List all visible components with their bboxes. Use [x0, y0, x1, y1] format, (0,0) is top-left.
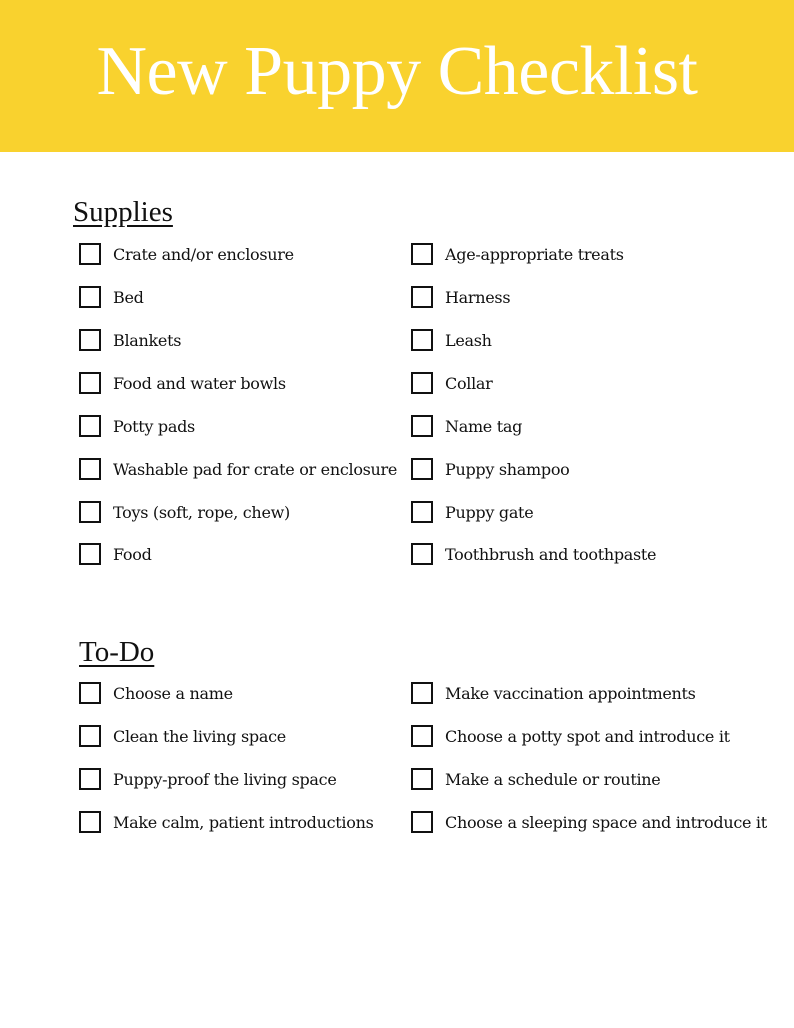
item-label: Washable pad for crate or enclosure: [113, 459, 398, 479]
checkbox[interactable]: [79, 458, 101, 480]
checklist-item[interactable]: [411, 725, 730, 747]
checkbox[interactable]: [79, 372, 101, 394]
checklist-item[interactable]: [79, 501, 290, 523]
item-label: Collar: [445, 373, 493, 393]
supplies-heading: Supplies: [73, 196, 173, 228]
checklist-item[interactable]: [79, 458, 397, 480]
checklist-item[interactable]: [411, 286, 510, 308]
item-label: Choose a potty spot and introduce it: [445, 726, 730, 746]
checkbox[interactable]: [411, 543, 433, 565]
checkbox[interactable]: [411, 458, 433, 480]
checklist-item[interactable]: [411, 243, 624, 265]
checklist-item[interactable]: [79, 243, 294, 265]
checklist-item[interactable]: [79, 329, 181, 351]
checklist-item[interactable]: [411, 768, 660, 790]
checkbox[interactable]: [411, 682, 433, 704]
checklist-item[interactable]: [411, 811, 767, 833]
checkbox[interactable]: [79, 811, 101, 833]
item-label: Puppy-proof the living space: [113, 769, 337, 789]
item-label: Bed: [113, 287, 144, 307]
checklist-item[interactable]: [79, 682, 233, 704]
checkbox[interactable]: [79, 682, 101, 704]
checkbox[interactable]: [411, 811, 433, 833]
checklist-item[interactable]: [411, 458, 570, 480]
checklist-item[interactable]: [411, 682, 696, 704]
checkbox[interactable]: [79, 286, 101, 308]
item-label: Blankets: [113, 330, 182, 350]
item-label: Choose a name: [113, 683, 233, 703]
item-label: Harness: [445, 287, 511, 307]
item-label: Make calm, patient introductions: [113, 812, 374, 832]
checklist-item[interactable]: [411, 543, 656, 565]
checkbox[interactable]: [79, 329, 101, 351]
checklist-item[interactable]: [79, 543, 152, 565]
checkbox[interactable]: [411, 501, 433, 523]
item-label: Puppy shampoo: [445, 459, 570, 479]
todo-heading: To-Do: [79, 636, 155, 668]
title-banner: [0, 0, 794, 152]
checklist-item[interactable]: [411, 415, 522, 437]
item-label: Age-appropriate treats: [445, 244, 624, 264]
item-label: Make a schedule or routine: [445, 769, 661, 789]
checkbox[interactable]: [411, 415, 433, 437]
checkbox[interactable]: [79, 501, 101, 523]
checklist-item[interactable]: [411, 329, 492, 351]
page-title: New Puppy Checklist: [96, 33, 698, 110]
checkbox[interactable]: [79, 243, 101, 265]
checkbox[interactable]: [411, 329, 433, 351]
checklist-item[interactable]: [79, 811, 374, 833]
checklist-item[interactable]: [79, 725, 286, 747]
checklist-item[interactable]: [411, 501, 533, 523]
checklist-item[interactable]: [79, 286, 144, 308]
item-label: Toys (soft, rope, chew): [113, 502, 290, 522]
checkbox[interactable]: [411, 768, 433, 790]
checkbox[interactable]: [411, 372, 433, 394]
checkbox[interactable]: [411, 286, 433, 308]
checklist-item[interactable]: [79, 768, 337, 790]
checklist-item[interactable]: [79, 372, 286, 394]
checkbox[interactable]: [79, 543, 101, 565]
checklist-item[interactable]: [79, 415, 195, 437]
item-label: Toothbrush and toothpaste: [445, 544, 657, 564]
checkbox[interactable]: [79, 768, 101, 790]
checkbox[interactable]: [79, 725, 101, 747]
item-label: Name tag: [445, 416, 523, 436]
item-label: Potty pads: [113, 416, 195, 436]
item-label: Crate and/or enclosure: [113, 244, 294, 264]
checkbox[interactable]: [79, 415, 101, 437]
item-label: Food: [113, 544, 152, 564]
checkbox[interactable]: [411, 243, 433, 265]
item-label: Choose a sleeping space and introduce it: [445, 812, 767, 832]
item-label: Leash: [445, 330, 492, 350]
checklist-item[interactable]: [411, 372, 493, 394]
item-label: Clean the living space: [113, 726, 286, 746]
item-label: Make vaccination appointments: [445, 683, 696, 703]
checkbox[interactable]: [411, 725, 433, 747]
item-label: Food and water bowls: [113, 373, 286, 393]
item-label: Puppy gate: [445, 502, 534, 522]
